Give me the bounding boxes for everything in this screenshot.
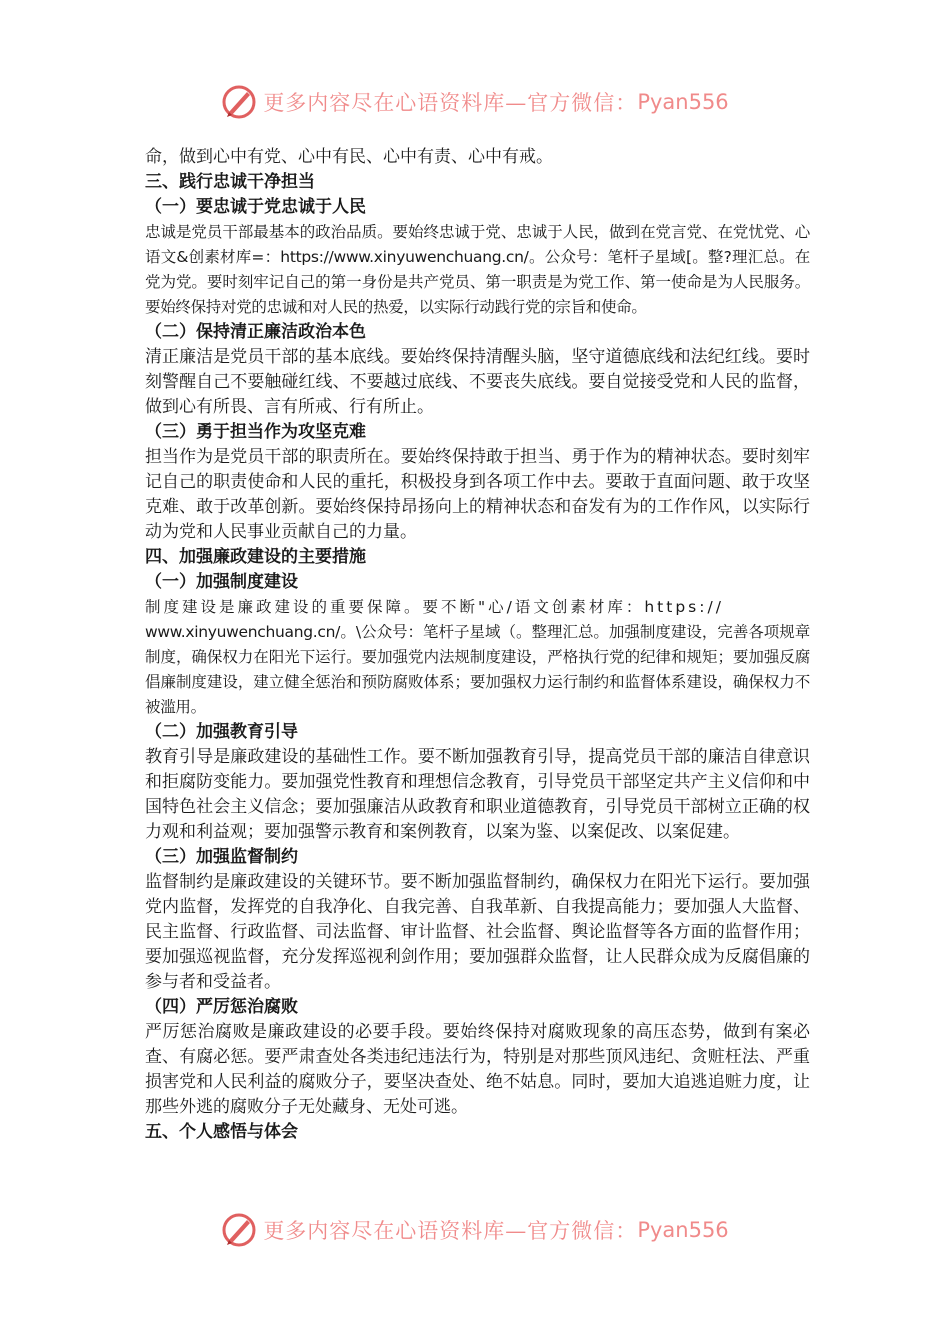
paragraph: 担当作为是党员干部的职责所在。要始终保持敢于担当、勇于作为的精神状态。要时刻牢记自己的职责使命和人民的重托，积极投身到各项工作中去。要敢于直面问题、敢于攻坚克难、敢于改革创新。要始终保持昂扬向上的精神状态和奋发有为的工作作风，以实际行动为党和人民事业贡献自己的力量。 [145,447,810,542]
subsection-heading: （四）严厉惩治腐败 [145,997,298,1017]
section-heading: 五、个人感悟与体会 [145,1122,298,1142]
pen-logo-icon [221,1212,257,1248]
subsection-heading: （一）要忠诚于党忠诚于人民 [145,197,366,217]
paragraph: www.xinyuwenchuang.cn/。\公众号：笔杆子星域（。整理汇总。加强制度建设，完善各项规章制度，确保权力在阳光下运行。要加强党内法规制度建设，严格执行党的纪律和规矩；要加强反腐倡廉制度建设，建立健全惩治和预防腐败体系；要加强权力运行制约和监督体系建设，确保权力不被滥用。 [145,623,810,716]
section-heading: 三、践行忠诚干净担当 [145,172,315,192]
paragraph: 严厉惩治腐败是廉政建设的必要手段。要始终保持对腐败现象的高压态势，做到有案必查、有腐必惩。要严肃查处各类违纪违法行为，特别是对那些顶风违纪、贪赃枉法、严重损害党和人民利益的腐败分子，要坚决查处、绝不姑息。同时，要加大追逃追赃力度，让那些外逃的腐败分子无处藏身、无处可逃。 [145,1022,810,1117]
header-banner [0,82,950,122]
paragraph: 命，做到心中有党、心中有民、心中有责、心中有戒。 [145,147,553,167]
paragraph: 监督制约是廉政建设的关键环节。要不断加强监督制约，确保权力在阳光下运行。要加强党内监督，发挥党的自我净化、自我完善、自我革新、自我提高能力；要加强人大监督、民主监督、行政监督、司法监督、审计监督、社会监督、舆论监督等各方面的监督作用；要加强巡视监督，充分发挥巡视利剑作用；要加强群众监督，让人民群众成为反腐倡廉的参与者和受益者。 [145,872,810,992]
footer-wechat-id: Pyan556 [637,1218,729,1242]
header-wechat-id: Pyan556 [637,90,729,114]
subsection-heading: （三）勇于担当作为攻坚克难 [145,422,366,442]
paragraph: 制度建设是廉政建设的重要保障。要不断"心/语文创素材库：https:// [145,598,724,616]
header-text: 更多内容尽在心语资料库—官方微信： [263,91,638,115]
section-heading: 四、加强廉政建设的主要措施 [145,547,366,567]
pen-logo-icon [221,84,257,120]
subsection-heading: （二）加强教育引导 [145,722,298,742]
subsection-heading: （二）保持清正廉洁政治本色 [145,322,366,342]
document-body [145,145,810,1145]
footer-text: 更多内容尽在心语资料库—官方微信： [263,1219,638,1243]
subsection-heading: （一）加强制度建设 [145,572,298,592]
paragraph: 清正廉洁是党员干部的基本底线。要始终保持清醒头脑，坚守道德底线和法纪红线。要时刻警醒自己不要触碰红线、不要越过底线、不要丧失底线。要自觉接受党和人民的监督，做到心有所畏、言有所戒、行有所止。 [145,347,810,417]
paragraph: 忠诚是党员干部最基本的政治品质。要始终忠诚于党、忠诚于人民，做到在党言党、在党忧党、心语文&创素材库=：https://www.xinyuwenchuang.cn/。公众号：笔杆子星域[。整?理汇总。在党为党。要时刻牢记自己的第一身份是共产党员、第一职责是为党工作、第一使命是为人民服务。要始终保持对党的忠诚和对人民的热爱，以实际行动践行党的宗旨和使命。 [145,223,810,316]
footer-banner [0,1210,950,1250]
paragraph: 教育引导是廉政建设的基础性工作。要不断加强教育引导，提高党员干部的廉洁自律意识和拒腐防变能力。要加强党性教育和理想信念教育，引导党员干部坚定共产主义信仰和中国特色社会主义信念；要加强廉洁从政教育和职业道德教育，引导党员干部树立正确的权力观和利益观；要加强警示教育和案例教育，以案为鉴、以案促改、以案促建。 [145,747,810,842]
subsection-heading: （三）加强监督制约 [145,847,298,867]
